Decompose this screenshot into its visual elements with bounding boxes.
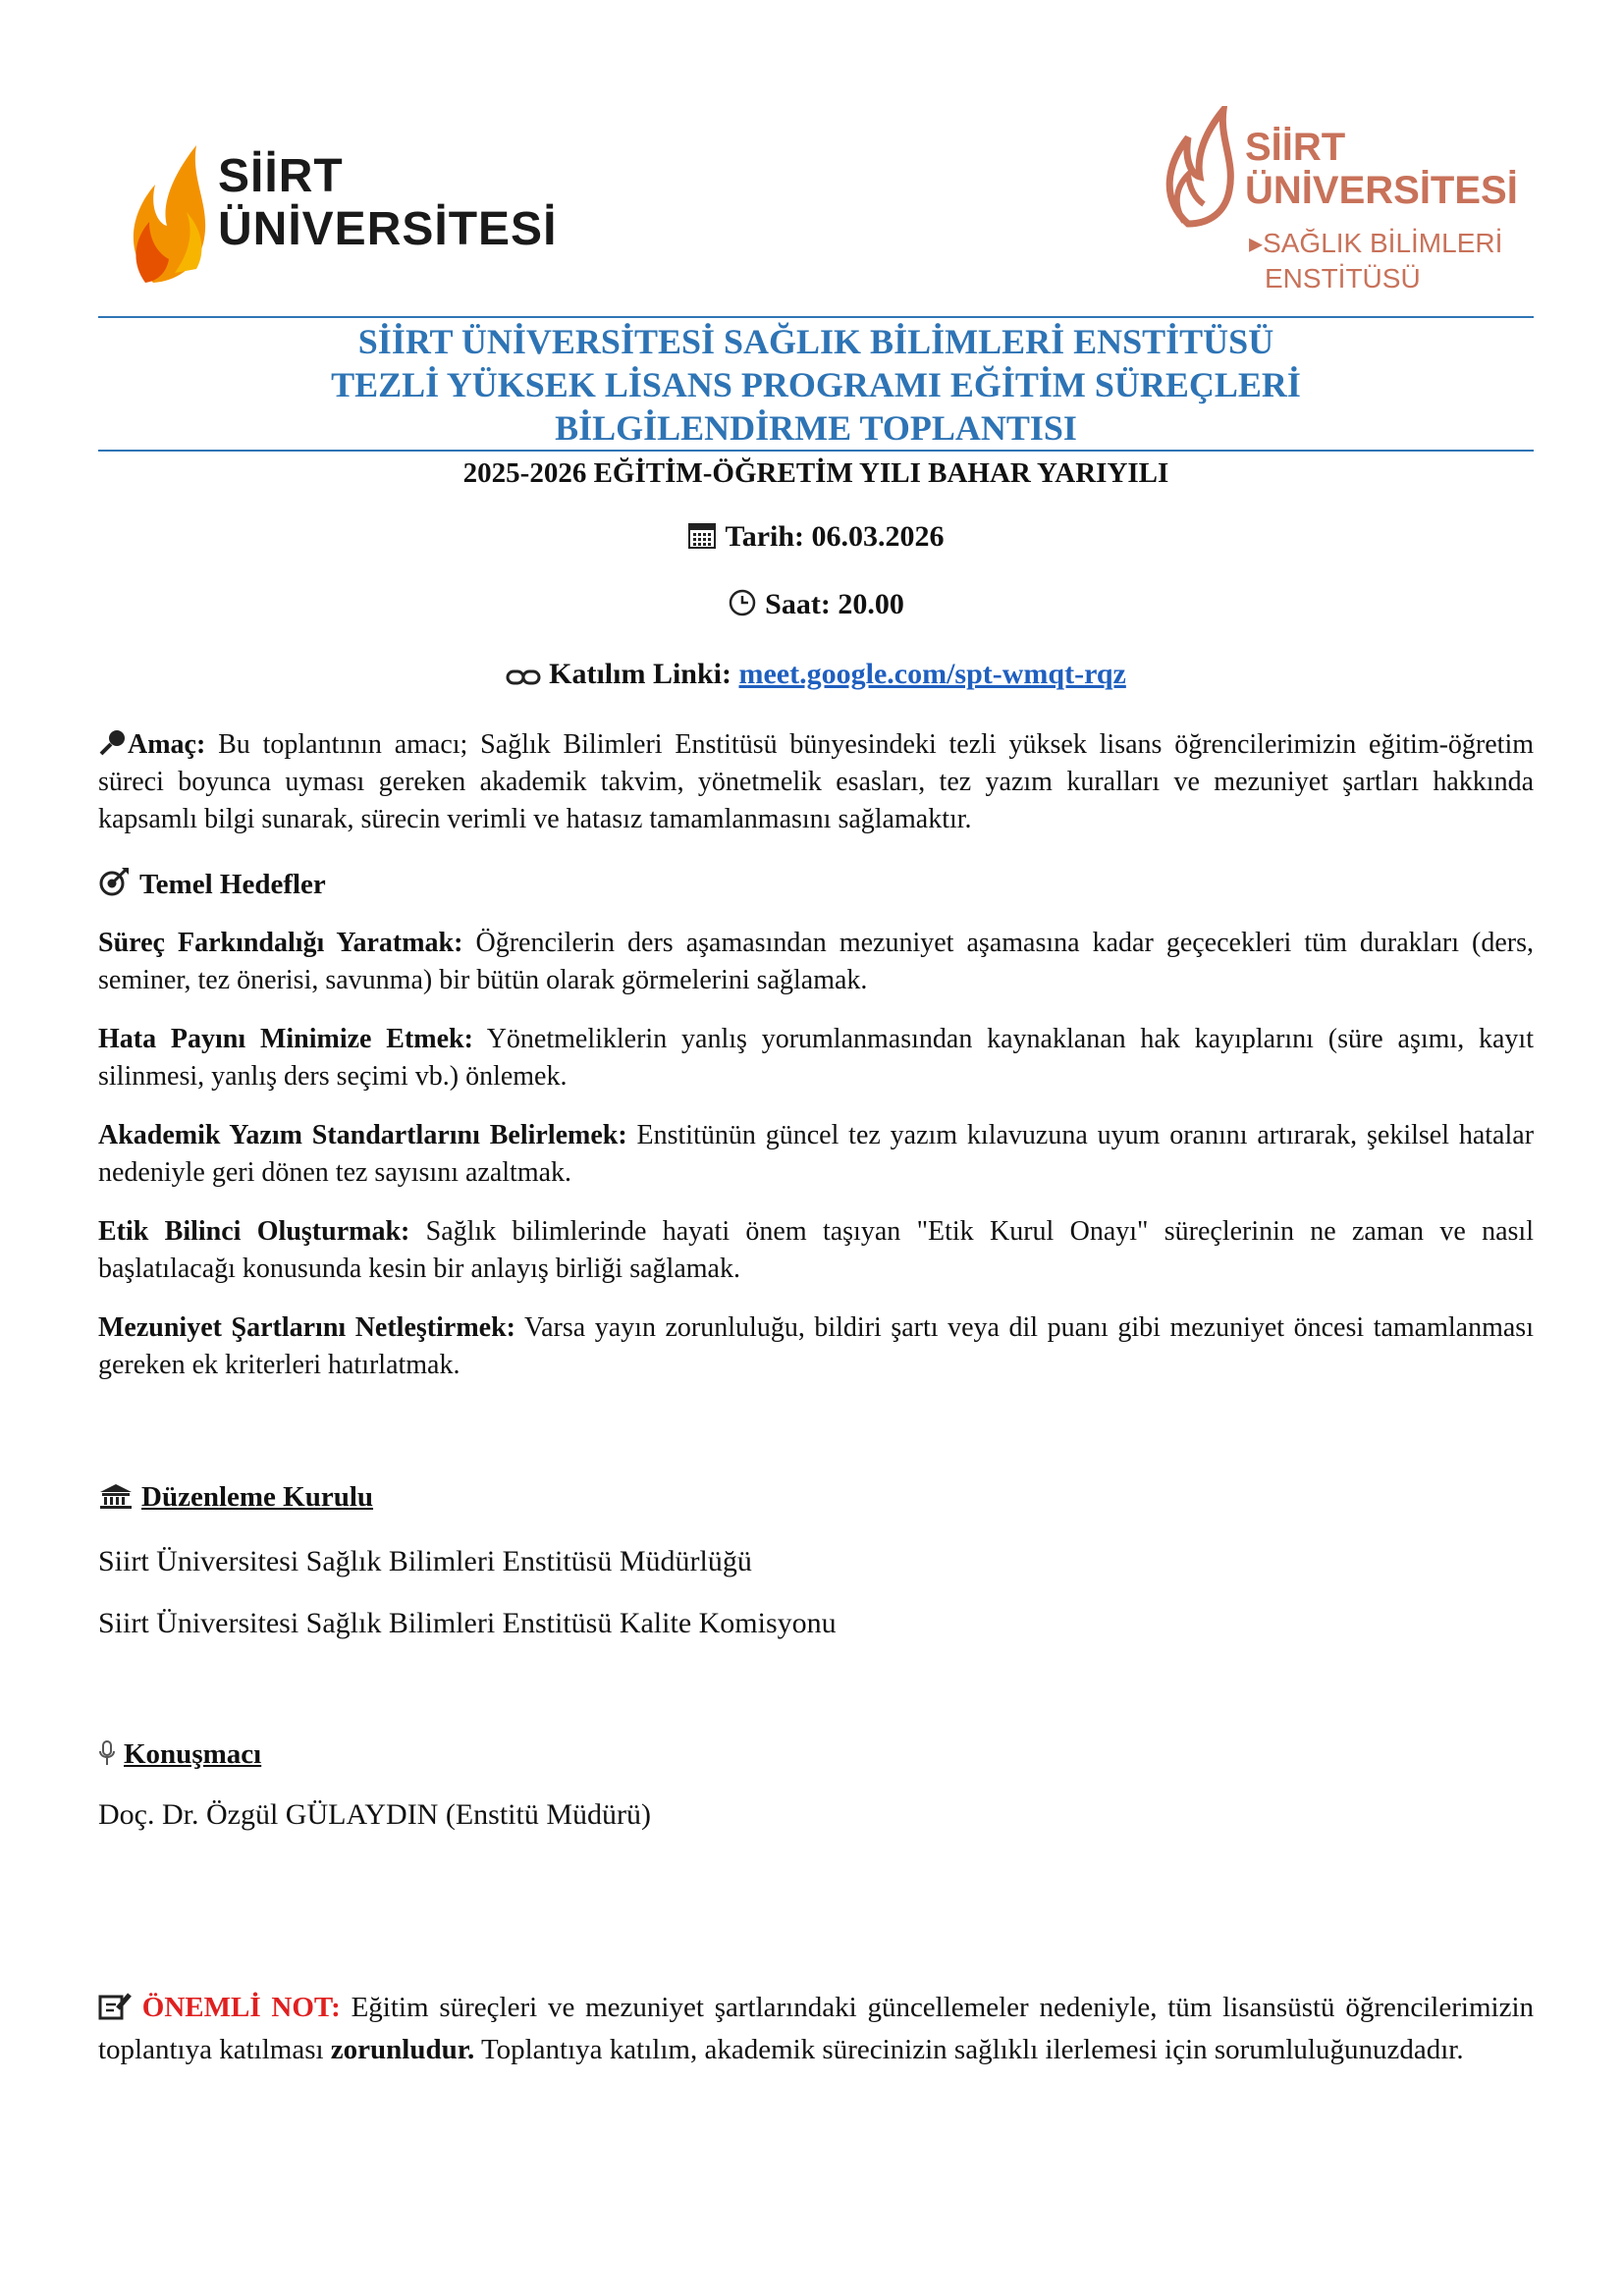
goal-item <box>98 925 1534 999</box>
goal-text: Sağlık bilimlerinde hayati önem taşıyan "Etik Kurul Onayı" süreçlerinin ne zaman ve nasıl başlatılacağı konusunda kesin bir anlayış birliği sağlamak. <box>98 1216 1534 1284</box>
goal-text: Varsa yayın zorunluluğu, bildiri şartı veya dil puanı gibi mezuniyet öncesi tamamlanması gereken ek kriterleri hatırlatmak. <box>98 1312 1534 1380</box>
goal-text: Öğrencilerin ders aşamasından mezuniyet aşamasına kadar geçecekleri tüm durakları (ders, seminer, tez önerisi, savunma) bir bütün olarak görmelerini sağlamak. <box>98 928 1535 995</box>
meeting-link[interactable]: meet.google.com/spt-wmqt-rqz <box>738 658 1126 690</box>
meeting-time-text: Saat: 20.00 <box>765 588 904 620</box>
left-logo-line1: SİİRT <box>218 150 344 202</box>
title-bottom-rule <box>98 450 1534 452</box>
microphone-icon <box>98 1739 116 1767</box>
note-text-before: Eğitim süreçleri ve mezuniyet şartlarındaki güncellemeler nedeniyle, tüm lisansüstü öğrencilerimizin toplantıya katılması <box>98 1992 1534 2065</box>
speaker-heading-text: Konuşmacı <box>124 1738 262 1770</box>
speaker-heading <box>98 1735 261 1773</box>
goal-item <box>98 1309 1534 1384</box>
goal-item <box>98 1213 1534 1288</box>
right-logo-arrow-icon: ▸ <box>1249 228 1264 258</box>
building-icon <box>98 1482 134 1510</box>
goal-text: Enstitünün güncel tez yazım kılavuzuna uyum oranını artırarak, şekilsel hatalar nedeniyle geri dönen tez sayısını azaltmak. <box>98 1120 1535 1188</box>
note-text-after: Toplantıya katılım, akademik sürecinizin sağlıklı ilerlemesi için sorumluluğunuzdadır. <box>480 2034 1464 2065</box>
goals-heading <box>98 866 326 903</box>
goal-title: Mezuniyet Şartlarını Netleştirmek: <box>98 1312 515 1343</box>
right-logo-line1: SİİRT <box>1245 126 1346 169</box>
link-icon <box>506 667 541 687</box>
goal-title: Akademik Yazım Standartlarını Belirlemek: <box>98 1120 627 1150</box>
meeting-link-line <box>98 656 1534 693</box>
goal-item <box>98 1117 1534 1192</box>
siirt-university-logo <box>116 135 558 293</box>
purpose-paragraph <box>98 726 1534 838</box>
calendar-icon <box>687 520 717 550</box>
title-line-1: SİİRT ÜNİVERSİTESİ SAĞLIK BİLİMLERİ ENSTİTÜSÜ <box>357 322 1274 361</box>
health-sciences-institute-logo <box>1159 106 1518 312</box>
committee-line: Siirt Üniversitesi Sağlık Bilimleri Enstitüsü Müdürlüğü <box>98 1545 752 1577</box>
clock-icon <box>728 588 757 617</box>
right-logo-line2: ÜNİVERSİTESİ <box>1245 169 1518 212</box>
note-emphasis: zorunludur. <box>330 2034 475 2065</box>
meeting-date <box>98 518 1534 556</box>
purpose-label: Amaç: <box>128 729 206 760</box>
meeting-time <box>98 586 1534 623</box>
goals-heading-text: Temel Hedefler <box>139 869 326 900</box>
title-block <box>98 320 1534 450</box>
memo-icon <box>98 1991 132 2020</box>
right-logo-line3 <box>1249 228 1502 259</box>
flame-outline-icon <box>1159 106 1237 234</box>
goal-title: Süreç Farkındalığı Yaratmak: <box>98 928 463 958</box>
meeting-link-label: Katılım Linki: <box>549 658 731 690</box>
committee-heading-text: Düzenleme Kurulu <box>141 1481 374 1513</box>
note-label: ÖNEMLİ NOT: <box>141 1992 341 2023</box>
title-line-2: TEZLİ YÜKSEK LİSANS PROGRAMI EĞİTİM SÜREÇLERİ <box>331 365 1301 404</box>
left-logo-line2: ÜNİVERSİTESİ <box>218 203 558 255</box>
goal-text: Yönetmeliklerin yanlış yorumlanmasından kaynaklanan hak kayıplarını (süre aşımı, kayıt silinmesi, yanlış ders seçimi vb.) önlemek. <box>98 1024 1534 1092</box>
committee-heading <box>98 1478 373 1516</box>
important-note <box>98 1987 1534 2071</box>
goal-title: Hata Payını Minimize Etmek: <box>98 1024 473 1054</box>
right-logo-line3-text: SAĞLIK BİLİMLERİ <box>1263 228 1503 258</box>
target-icon <box>98 866 132 897</box>
meeting-date-text: Tarih: 06.03.2026 <box>725 520 945 553</box>
committee-line: Siirt Üniversitesi Sağlık Bilimleri Enstitüsü Kalite Komisyonu <box>98 1607 837 1639</box>
title-line-3: BİLGİLENDİRME TOPLANTISI <box>555 408 1077 448</box>
semester-subtitle: 2025-2026 EĞİTİM-ÖĞRETİM YILI BAHAR YARIYILI <box>462 457 1169 489</box>
right-logo-line4: ENSTİTÜSÜ <box>1265 263 1421 294</box>
goal-title: Etik Bilinci Oluşturmak: <box>98 1216 410 1247</box>
goal-item <box>98 1021 1534 1095</box>
title-top-rule <box>98 316 1534 318</box>
speaker-name: Doç. Dr. Özgül GÜLAYDIN (Enstitü Müdürü) <box>98 1798 651 1831</box>
magnifier-icon <box>98 728 128 756</box>
purpose-text: Bu toplantının amacı; Sağlık Bilimleri Enstitüsü bünyesindeki tezli yüksek lisans öğrencilerimizin eğitim-öğretim süreci boyunca uyması gereken akademik takvim, yönetmelik esasları, tez yazım kuralları ve mezuniyet şartları hakkında kapsamlı bilgi sunarak, sürecin verimli ve hatasız tamamlanmasını sağlamaktır. <box>98 729 1535 834</box>
